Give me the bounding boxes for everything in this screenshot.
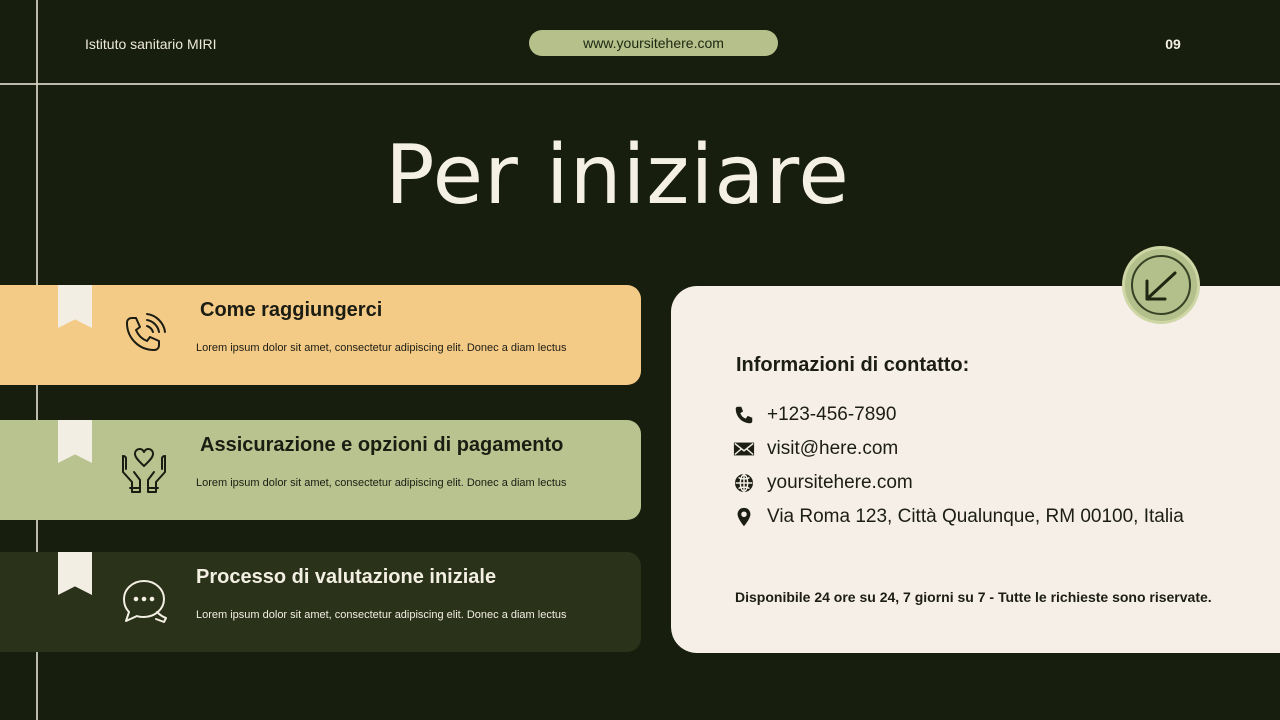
- card-description: Lorem ipsum dolor sit amet, consectetur adipiscing elit. Donec a diam lectus: [196, 477, 567, 489]
- card-come-raggiungerci[interactable]: [0, 285, 641, 385]
- card-description: Lorem ipsum dolor sit amet, consectetur adipiscing elit. Donec a diam lectus: [196, 342, 567, 354]
- card-title: Come raggiungerci: [200, 299, 383, 321]
- page-number: 09: [1165, 36, 1181, 52]
- envelope-icon: [733, 438, 755, 460]
- arrow-badge[interactable]: [1122, 246, 1200, 324]
- contact-panel: [671, 286, 1280, 653]
- page-title: Per iniziare: [385, 128, 850, 223]
- card-title: Processo di valutazione iniziale: [196, 566, 497, 588]
- contact-website[interactable]: [733, 471, 913, 495]
- contact-email[interactable]: [733, 437, 898, 461]
- website-pill[interactable]: www.yoursitehere.com: [529, 30, 778, 56]
- bookmark-ribbon: [58, 552, 92, 595]
- bookmark-ribbon: [58, 285, 92, 328]
- phone-call-icon: [117, 309, 171, 363]
- contact-address: [733, 505, 1184, 529]
- contact-email-text: visit@here.com: [767, 438, 899, 459]
- bookmark-ribbon: [58, 420, 92, 463]
- card-processo-valutazione[interactable]: [0, 552, 641, 652]
- card-description: Lorem ipsum dolor sit amet, consectetur adipiscing elit. Donec a diam lectus: [196, 609, 567, 621]
- card-title: Assicurazione e opzioni di pagamento: [200, 434, 564, 456]
- contact-phone[interactable]: [733, 403, 896, 427]
- contact-phone-text: +123-456-7890: [767, 404, 897, 425]
- header-divider-line: [0, 83, 1280, 85]
- chat-bubble-icon: [117, 576, 171, 630]
- availability-note: Disponibile 24 ore su 24, 7 giorni su 7 - Tutte le richieste sono riservate.: [735, 589, 1212, 605]
- heart-hands-icon: [117, 444, 171, 498]
- contact-website-text: yoursitehere.com: [767, 472, 913, 493]
- organization-name: Istituto sanitario MIRI: [85, 36, 217, 52]
- contact-address-text: Via Roma 123, Città Qualunque, RM 00100, Italia: [767, 506, 1184, 527]
- location-pin-icon: [733, 506, 755, 528]
- phone-icon: [733, 404, 755, 426]
- globe-icon: [733, 472, 755, 494]
- card-assicurazione[interactable]: [0, 420, 641, 520]
- arrow-down-left-icon: [1125, 249, 1197, 321]
- contact-title: Informazioni di contatto:: [736, 354, 970, 376]
